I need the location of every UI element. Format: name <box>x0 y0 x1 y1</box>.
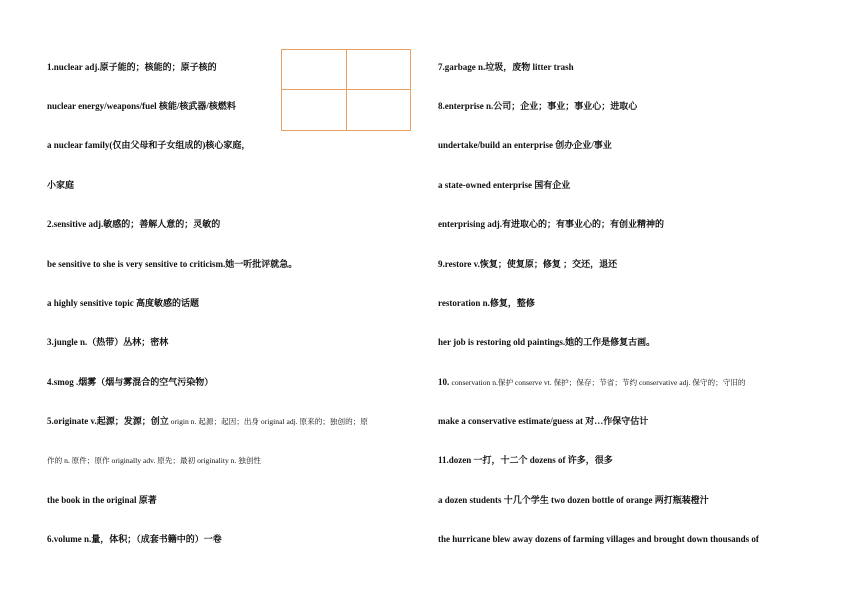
left-line-3: a nuclear family(仅由父母和子女组成的)核心家庭， <box>47 140 251 150</box>
right-line-3: undertake/build an enterprise 创办企业/事业 <box>438 140 612 150</box>
right-line-1: 7.garbage n.垃圾，废物 litter trash <box>438 62 574 72</box>
right-line-5: enterprising adj.有进取心的；有事业心的；有创业精神的 <box>438 219 664 229</box>
left-line-5: 2.sensitive adj.敏感的；善解人意的；灵敏的 <box>47 219 221 229</box>
right-line-12: a dozen students 十几个学生 two dozen bottle of orange 两打瓶装橙汁 <box>438 495 709 505</box>
right-line-4: a state-owned enterprise 国有企业 <box>438 180 571 190</box>
left-line-11: 作的 n. 原件；原作 originally adv. 原先；最初 originality n. 独创性 <box>47 456 262 465</box>
left-line-8: 3.jungle n.（热带）丛林；密林 <box>47 337 169 347</box>
right-line-10: make a conservative estimate/guess at 对…作保守估计 <box>438 416 649 426</box>
left-line-4: 小家庭 <box>47 180 75 190</box>
left-line-7: a highly sensitive topic 高度敏感的话题 <box>47 298 200 308</box>
left-line-12: the book in the original 原著 <box>47 495 157 505</box>
grid-vertical-divider <box>346 50 347 130</box>
right-line-7: restoration n.修复，整修 <box>438 298 535 308</box>
right-line-13: the hurricane blew away dozens of farming villages and brought down thousands of <box>438 534 759 544</box>
left-line-9: 4.smog .烟雾（烟与雾混合的空气污染物） <box>47 377 214 387</box>
right-line-2: 8.enterprise n.公司；企业；事业；事业心；进取心 <box>438 101 638 111</box>
left-line-10: 5.originate v.起源；发源；创立 origin n. 起源；起因；出身 original adj. 原来的；独创的；原 <box>47 416 368 426</box>
right-line-9: 10. conservation n.保护 conserve vt. 保护；保存；节省；节约 conservative adj. 保守的；守旧的 <box>438 377 746 387</box>
right-line-11: 11.dozen 一打，十二个 dozens of 许多，很多 <box>438 455 613 465</box>
grid-horizontal-divider <box>282 89 410 90</box>
left-line-2: nuclear energy/weapons/fuel 核能/核武器/核燃料 <box>47 101 236 111</box>
right-line-8: her job is restoring old paintings.她的工作是修复古画。 <box>438 337 656 347</box>
left-line-6: be sensitive to she is very sensitive to criticism.她一听批评就急。 <box>47 259 298 269</box>
left-line-1: 1.nuclear adj.原子能的；核能的；原子核的 <box>47 62 217 72</box>
right-line-6: 9.restore v.恢复；使复原；修复 ；交还，退还 <box>438 259 618 269</box>
left-line-13: 6.volume n.量，体积；（成套书籍中的）一卷 <box>47 534 222 544</box>
writing-grid-box <box>281 49 411 131</box>
